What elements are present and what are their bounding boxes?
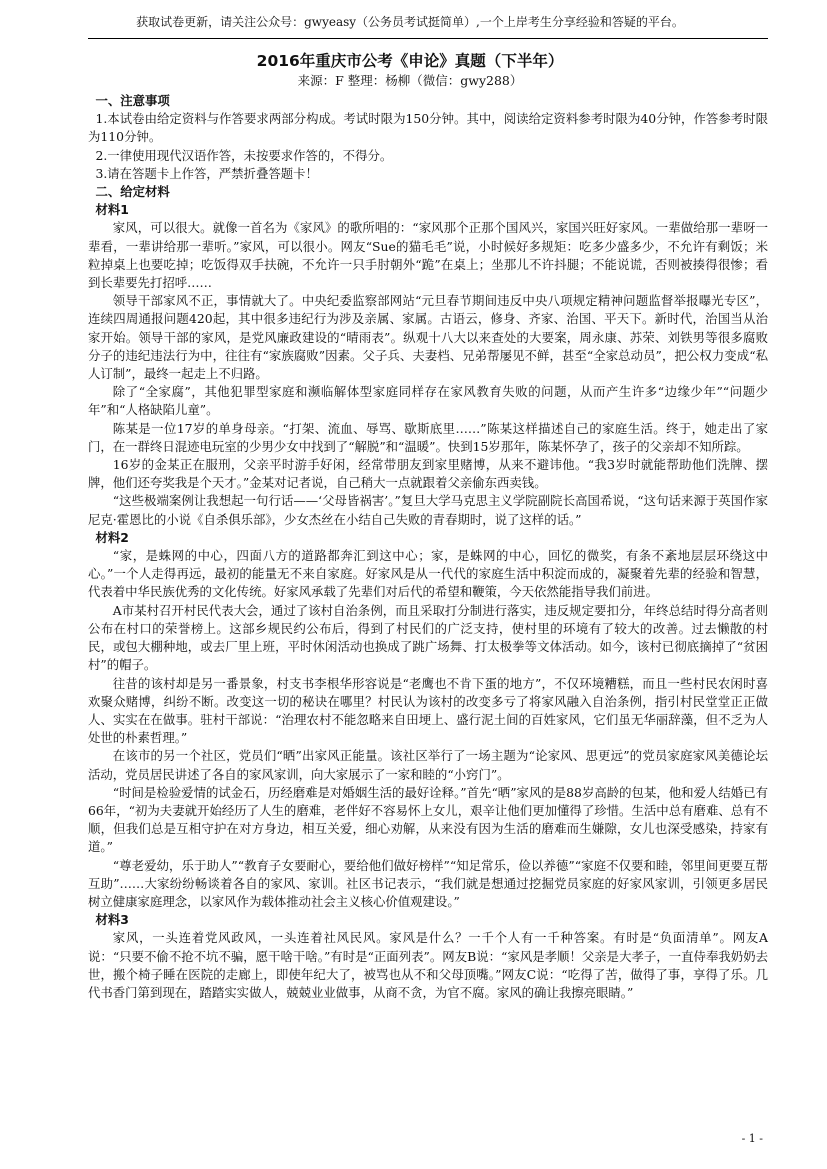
material-paragraph: 除了“全家腐”，其他犯罪型家庭和濒临解体型家庭同样存在家风教育失败的问题，从而产生许多“边缘少年”“问题少年”和“人格缺陷儿童”。 xyxy=(88,384,768,418)
notice-item: 3.请在答题卡上作答，严禁折叠答题卡！ xyxy=(95,165,318,181)
notice-item: 2.一律使用现代汉语作答，未按要求作答的，不得分。 xyxy=(95,147,393,163)
material-paragraph: 往昔的该村却是另一番景象，村支书李根华形容说是“老鹰也不肯下蛋的地方”，不仅环境糟糕，而且一些村民农闲时喜欢聚众赌博，纠纷不断。改变这一切的秘诀在哪里？村民认为该村的改变多亏了将家风融入自治条例，指引村民堂堂正正做人、实实在在做事。驻村干部说：“治理农村不能忽略来自田埂上、盛行泥土间的百姓家风，它们虽无华丽辞藻，但不乏为人处世的朴素哲理。” xyxy=(88,675,768,746)
material-paragraph: “家，是蛛网的中心，四面八方的道路都奔汇到这中心；家，是蛛网的中心，回忆的微奖，有条不紊地层层环绕这中心。”一个人走得再远，最初的能量无不来自家庭。好家风是从一代代的家庭生活中积淀而成的，凝聚着先辈的经验和智慧，代表着中华民族优秀的文化传统。好家风承载了先辈们对后代的希望和鞭策，今天依然能指导我们前进。 xyxy=(88,548,768,600)
document-body xyxy=(88,92,768,1002)
material-paragraph: “这些极端案例让我想起一句行话——‘父母皆祸害’。”复旦大学马克思主义学院副院长高国希说，“这句话来源于英国作家尼克·霍恩比的小说《自杀俱乐部》，少女杰丝在小结自己失败的青春期时，说了这样的话。” xyxy=(88,493,768,527)
material-paragraph: A市某村召开村民代表大会，通过了该村自治条例，而且采取打分制进行落实，违反规定要扣分，年终总结时得分高者则公布在村口的荣誉榜上。这部乡规民约公布后，得到了村民们的广泛支持，使村里的环境有了较大的改善。过去懒散的村民，或包大棚种地，或去厂里上班，平时休闲活动也换成了跳广场舞、打太极拳等文体活动。如今，该村已彻底摘掉了“贫困村”的帽子。 xyxy=(88,602,768,673)
material-paragraph: 陈某是一位17岁的单身母亲。“打架、流血、辱骂、歇斯底里……”陈某这样描述自己的家庭生活。终于，她走出了家门，在一群终日混迹电玩室的少男少女中找到了“解脱”和“温暖”。快到15岁那年，陈某怀孕了，孩子的父亲却不知所踪。 xyxy=(88,420,768,454)
page-number: - 1 - xyxy=(741,1132,763,1145)
material-paragraph: 在该市的另一个社区，党员们“晒”出家风正能量。该社区举行了一场主题为“论家风、思更远”的党员家庭家风美德论坛活动，党员居民讲述了各自的家风家训，向大家展示了一家和睦的“小窍门”。 xyxy=(88,748,768,782)
material-paragraph: “尊老爱幼，乐于助人”“教育子女要耐心，要给他们做好榜样”“知足常乐，俭以养德”“家庭不仅要和睦，邻里间更要互帮互助”……大家纷纷畅谈着各自的家风、家训。社区书记表示，“我们就是想通过挖掘党员家庭的好家风家训，引领更多居民树立健康家庭理念，以家风作为载体推动社会主义核心价值观建设。” xyxy=(88,857,768,909)
section-heading-materials: 二、给定材料 xyxy=(95,184,170,200)
material-paragraph: 16岁的金某正在服刑，父亲平时游手好闲，经常带朋友到家里赌博，从来不避讳他。“我3岁时就能帮助他们洗牌、摆牌，他们还夸奖我是个天才。”金某对记者说，自己稍大一点就跟着父亲偷东西卖钱。 xyxy=(88,457,768,491)
document-title: 2016年重庆市公考《申论》真题（下半年） xyxy=(256,52,564,70)
header-divider xyxy=(88,38,768,39)
material-label: 材料3 xyxy=(95,912,129,928)
material-paragraph: 家风，一头连着党风政风，一头连着社风民风。家风是什么？一千个人有一千种答案。有时是“负面清单”。网友A说：“只要不偷不抢不坑不骗，愿干啥干啥。”有时是“正面列表”。网友B说：“家风是孝顺！父亲是大孝子，一直侍奉我奶奶去世，搬个椅子睡在医院的走廊上，即使年纪大了，被骂也从不和父母顶嘴。”网友C说：“吃得了苦，做得了事，享得了乐。几代书香门第到现在，踏踏实实做人，兢兢业业做事，从商不贪，为官不腐。家风的确让我擦亮眼睛。” xyxy=(88,930,768,1000)
top-banner: 获取试卷更新，请关注公众号：gwyeasy（公务员考试挺简单）,一个上岸考生分享经验和答疑的平台。 xyxy=(136,15,684,29)
material-label: 材料1 xyxy=(95,202,129,218)
material-paragraph: 家风，可以很大。就像一首名为《家风》的歌所唱的：“家风那个正那个国风兴，家国兴旺好家风。一辈做给那一辈呀一辈看，一辈讲给那一辈听。”家风，可以很小。网友“Sue的猫毛毛”说，小时候好多规矩：吃多少盛多少，不允许有剩饭；米粒掉桌上也要吃掉；吃饭得双手扶碗，不允许一只手肘朝外“跪”在桌上；坐那儿不许抖腿；不能说谎，否则被揍得很惨；看到长辈要先打招呼…… xyxy=(88,220,768,291)
notice-item: 1.本试卷由给定资料与作答要求两部分构成。考试时限为150分钟。其中，阅读给定资料参考时限为40分钟，作答参考时限为110分钟。 xyxy=(88,111,768,145)
section-heading-notice: 一、注意事项 xyxy=(95,93,170,108)
document-source: 来源：F 整理：杨柳（微信：gwy288） xyxy=(297,73,523,88)
material-paragraph: “时间是检验爱情的试金石，历经磨难是对婚姻生活的最好诠释。”首先“晒”家风的是88岁高龄的包某，他和爱人结婚已有66年，“初为夫妻就开始经历了人生的磨难，老伴好不容易怀上女儿，艰辛让他们更加懂得了珍惜。生活中总有磨难、总有不顺，但我们总是互相守护在对方身边，相互关爱，细心劝解，从来没有因为生活的磨难而生嫌隙，女儿也深受感染，持家有道。” xyxy=(88,784,768,855)
material-paragraph: 领导干部家风不正，事情就大了。中央纪委监察部网站“元旦春节期间违反中央八项规定精神问题监督举报曝光专区”，连续四周通报问题420起，其中很多违纪行为涉及亲属、家属。古语云，修身、齐家、治国、平天下。新时代，治国当从治家开始。领导干部的家风，是党风廉政建设的“晴雨表”。纵观十八大以来查处的大要案，周永康、苏荣、刘铁男等很多腐败分子的违纪违法行为中，往往有“家族腐败”因素。父子兵、夫妻档、兄弟帮屡见不鲜，甚至“全家总动员”，把公权力变成“私人订制”，最终一起走上不归路。 xyxy=(88,293,768,382)
material-label: 材料2 xyxy=(95,529,129,545)
